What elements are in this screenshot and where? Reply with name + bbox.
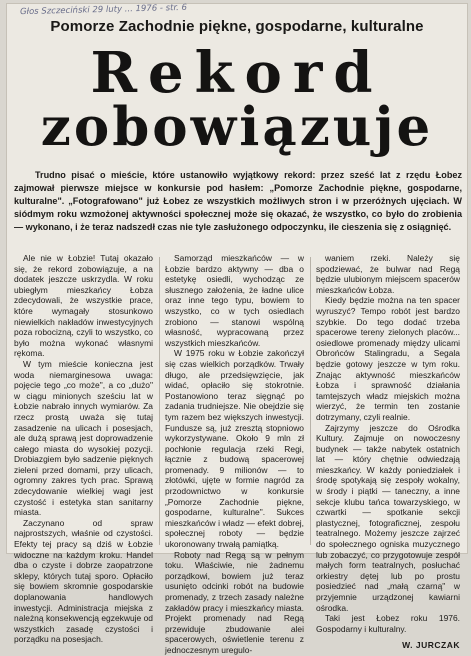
paragraph: Kiedy będzie można na ten spacer wyruszyć? Tempo robót jest bardzo szybkie. Do tego dodać trzeba spacerowe tereny zielonych placów... osiedlowe promenady między ulicami Obrońców Stalingradu, a Segala będzie gotowy jeszcze w tym roku. Znając aktywność mieszkańców Łobza i sprawność działania tamtejszych władz miejskich można wierzyć, że termin ten zostanie dotrzymany, czyli realnie. <box>316 295 460 422</box>
paragraph: Ale nie w Łobzie! Tutaj okazało się, że rekord zobowiązuje, a na dodatek jeszcze uskrzydla. W roku ubiegłym mieszkańcy Łobza zdecydowali, że wszystkie prace, które wymagały stosunkowo niewielkich nakładów inwestycyjnych poza robocizną, czyli to wszystko, co było można wykonać własnymi rękoma. <box>14 253 153 359</box>
article-column-2 <box>165 253 304 656</box>
paragraph: W 1975 roku w Łobzie zakończył się czas wielkich porządków. Trwały długo, ale przedsięwzięcie, jak widać, opłaciło się stokrotnie. Postanowiono teraz sięgnąć po zadania trudniejsze. Nie obejdzie się tym razem bez większych inwestycji. Fundusze są, już zresztą stopniowo wykorzystywane. Około 9 mln zł pochłonie regulacja rzeki Regi, łącznie z budową spacerowej promenady. 9 milionów — to złotówki, ujęte w formie nagród za przodownictwo w konkursie „Pomorze Zachodnie piękne, gospodarne, kulturalne". Sukces mieszkańców i władz — efekt dobrej, społecznej roboty — będzie ukoronowany trwałą pamiątką. <box>165 348 304 550</box>
column-divider <box>159 257 160 545</box>
headline-line-1: Rekord <box>90 40 384 106</box>
author-signature: W. JURCZAK <box>402 640 460 651</box>
headline-line-2: zobowiązuje <box>40 96 434 158</box>
article-lead <box>14 169 462 234</box>
handwritten-note: Głos Szczeciński 29 luty ... 1976 - str. 6 <box>19 2 188 18</box>
paragraph: Samorząd mieszkańców — w Łobzie bardzo aktywny — dba o estetykę osiedli, wychodząc ze słusznego założenia, że ładne ulice oraz inne tego typu, bowiem to wszystko, co w tych osiedlach zrobiono — stanowi wspólną własność, wypracowaną przez wszystkich mieszkańców. <box>165 253 304 348</box>
paragraph: Taki jest Łobez roku 1976. Gospodarny i kulturalny. <box>316 613 460 634</box>
newspaper-clipping <box>6 2 468 655</box>
paragraph: Zajrzymy jeszcze do Ośrodka Kultury. Zajmuje on nowoczesny budynek — także nabytek ostatnich lat — który chętnie odwiedzają mieszkańcy. W każdy poniedziałek i środę spotykają się zespoły wokalny, w środy i piątki — taneczny, a inne sekcje klubu tańca towarzyskiego, w czwartki — spotkanie sekcji plastycznej, fotograficznej, zespołu teatralnego. Możemy jeszcze zajrzeć do społecznego ogniska muzycznego lub zobaczyć, co przygotowuje zespół małych form teatralnych, posłuchać orkiestry dętej lub po prostu posiedzieć nad „małą czarną" w przyjemnie urządzonej kawiarni ośrodka. <box>316 422 460 613</box>
article-column-3 <box>316 253 460 651</box>
article-body <box>14 253 462 655</box>
paragraph: Roboty nad Regą są w pełnym toku. Właściwie, nie żadnemu porządkowi, bowiem już teraz usunięto odcinki robót na budowie promenady, z trzech zasady należne zakładów pracy i mieszkańcy miasta. Projekt promenady nad Regą przewiduje zbudowanie alei spacerowych, oświetlenie terenu z jednoczesnym uregulo- <box>165 549 304 655</box>
article-kicker: Pomorze Zachodnie piękne, gospodarne, kulturalne <box>50 18 424 35</box>
paragraph: waniem rzeki. Należy się spodziewać, że bulwar nad Regą będzie ulubionym miejscem spacerów mieszkańców Łobza. <box>316 253 460 295</box>
column-divider <box>310 257 311 545</box>
paragraph: W tym mieście konieczna jest woda niemarginesowa uwaga: pojęcie tego „co może", a co „dużo" w ciągu minionych sześciu lat w Łobzie nabrało innych wymiarów. Za rzecz prostą uważa się tutaj zasadzenie na ulicach i posesjach, ale dużą sprawą jest doprowadzenie całego miasta do wysokiej pozycji. Drobiazgiem było sadzenie pięknych zieleni przed domami, przy ulicach, ogromny zakres tych prac. Sprawą zdecydowanie wielkiej wagi jest czystość i estetyka stan sanitarny miasta. <box>14 358 153 518</box>
lead-paragraph: Trudno pisać o mieście, które ustanowiło wyjątkowy rekord: przez sześć lat z rzędu Łobez zajmował pierwsze miejsce w konkursie pod hasłem: „Pomorze Zachodnie piękne, gospodarne, kulturalne". „Fotografowano" już Łobez ze wszystkich możliwych stron i w przeróżnych ujęciach. W siódmym roku wzmożonej aktywności społecznej może się okazać, że wszystko, co było do zrobienia — wykonano, i że teraz nadszedł czas nie tyle zasłużonego odpoczynku, ile cieszenia się z osiągnięć. <box>14 170 462 232</box>
article-column-1 <box>14 253 153 645</box>
paragraph: Zaczynano od spraw najprostszych, właśnie od czystości. Efekty tej pracy są dziś w Łobzie widoczne na każdym kroku. Handel dba o czyste i dobrze zaopatrzone sklepy, których tutaj sporo. Opłaciło się bowiem skromnie gospodarskie doplanowania handlowych inwestycji. Administracja miejska z należną konsekwencją egzekwuje od wszystkich zasadę czystości i porządku na posesjach. <box>14 517 153 645</box>
